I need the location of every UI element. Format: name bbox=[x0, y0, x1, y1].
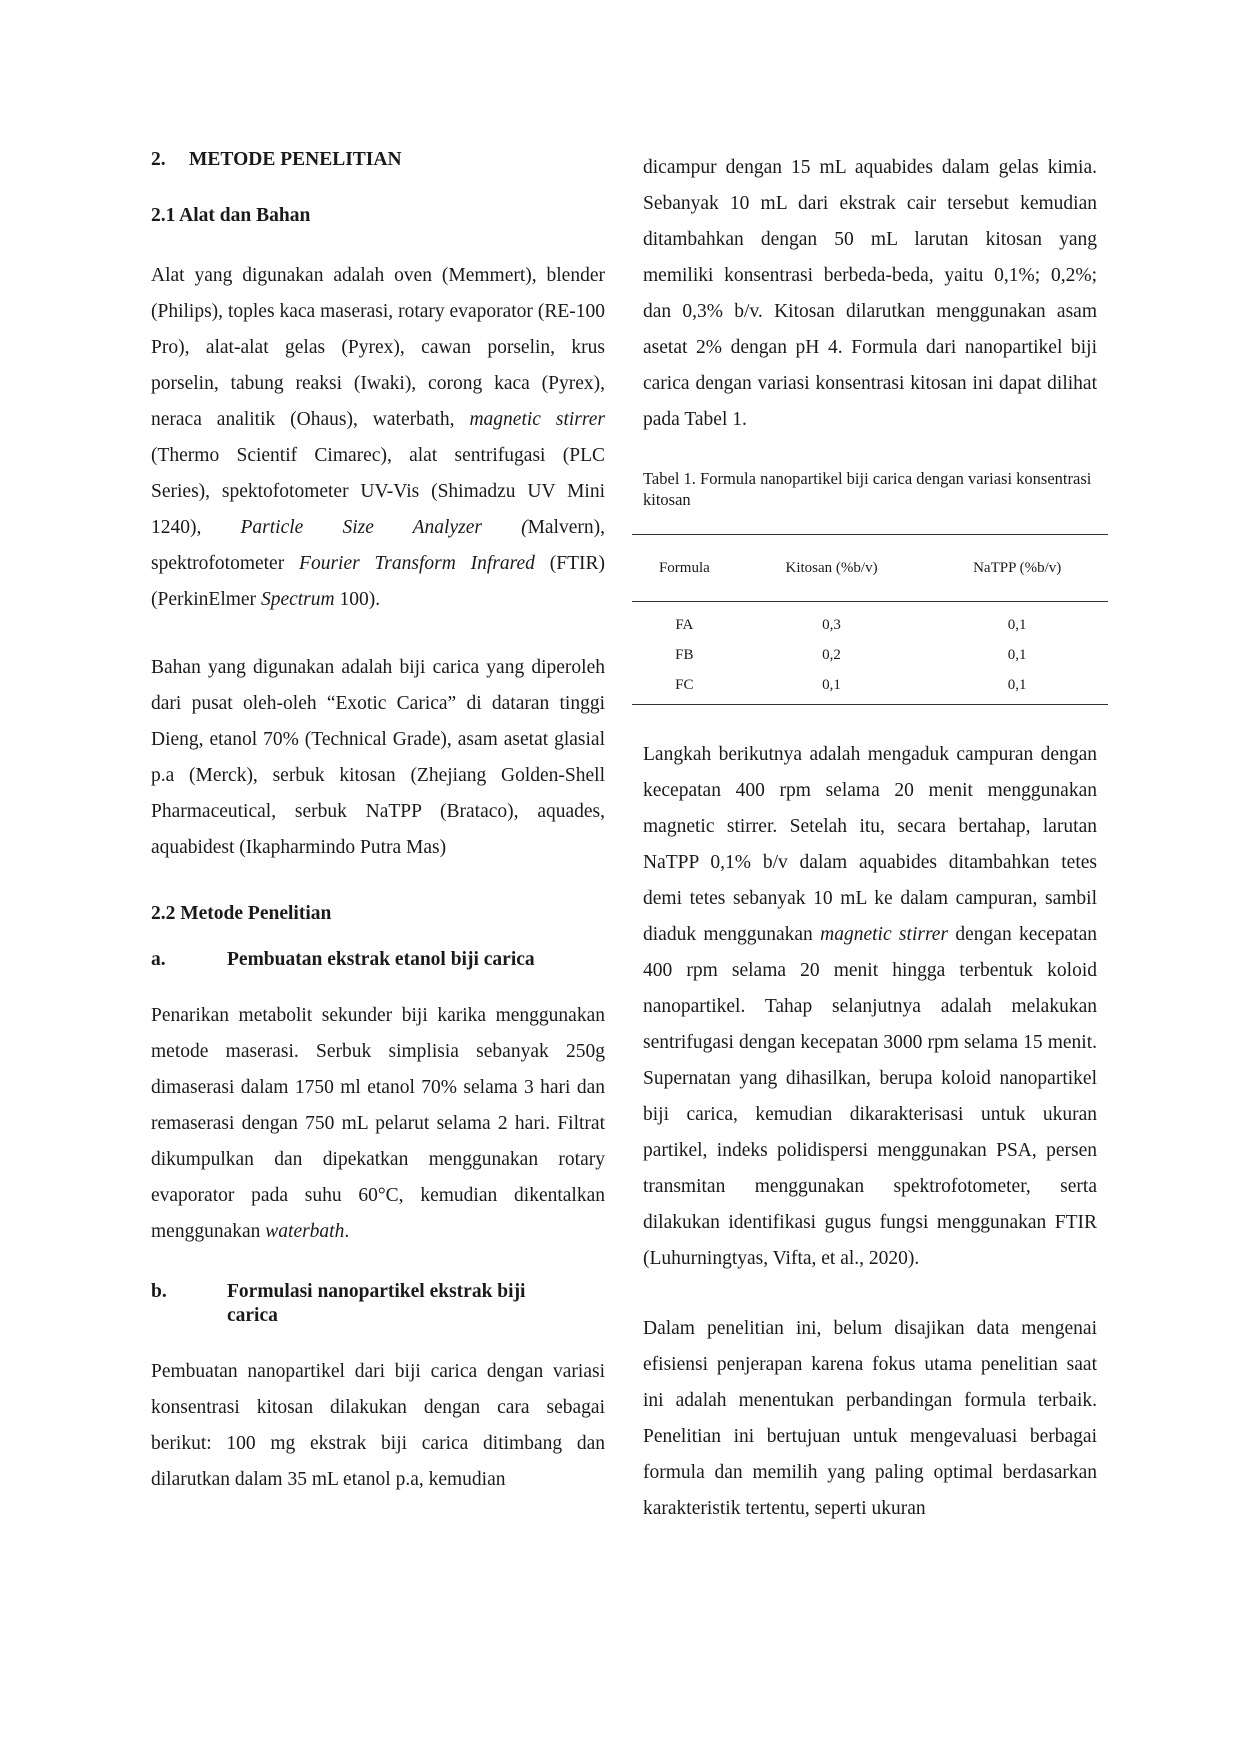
text-run: (Thermo Scientif Cimarec), alat sentrifugasi (PLC Series), spektofotometer UV-Vis (Shimadzu UV Mini 1240), bbox=[151, 445, 605, 538]
table-row bbox=[632, 640, 1108, 670]
text-run: . bbox=[344, 1221, 350, 1242]
paragraph-campuran: dicampur dengan 15 mL aquabides dalam gelas kimia. Sebanyak 10 mL dari ekstrak cair tersebut kemudian ditambahkan dengan 50 mL larutan kitosan yang memiliki konsentrasi berbeda-beda, yaitu 0,1%; 0,2%; dan 0,3% b/v. Kitosan dilarutkan menggunakan asam asetat 2% dengan pH 4. Formula dari nanopartikel biji carica dengan variasi konsentrasi kitosan ini dapat dilihat pada Tabel 1. bbox=[643, 157, 1097, 430]
table-cell: 0,1 bbox=[926, 670, 1108, 705]
paragraph-alat bbox=[151, 258, 605, 618]
text-run: 100). bbox=[334, 589, 381, 610]
italic-text: magnetic stirrer bbox=[469, 409, 605, 430]
table-cell: 0,1 bbox=[1007, 646, 1027, 663]
table-header-cell: Kitosan (%b/v) bbox=[737, 535, 927, 602]
paragraph-bahan: Bahan yang digunakan adalah biji carica yang diperoleh dari pusat oleh-oleh “Exotic Carica” di dataran tinggi Dieng, etanol 70% (Technical Grade), asam asetat glasial p.a (Merck), serbuk kitosan (Zhejiang Golden-Shell Pharmaceutical, serbuk NaTPP (Brataco), aquades, aquabidest (Ikapharmindo Putra Mas) bbox=[151, 657, 605, 858]
table-cell: FB bbox=[675, 646, 694, 663]
subheading-a-mark: a. bbox=[151, 949, 166, 970]
subheading-a bbox=[151, 948, 605, 972]
text-run: dengan kecepatan 400 rpm selama 20 menit hingga terbentuk koloid nanopartikel. Tahap selanjutnya adalah melakukan sentrifugasi dengan kecepatan 3000 rpm selama 15 menit. Supernatan yang dihasilkan, berupa koloid nanopartikel biji carica, kemudian dikarakterisasi untuk ukuran partikel, indeks polidispersi menggunakan PSA, persen transmitan menggunakan spektrofotometer, serta dilakukan identifikasi gugus fungsi menggunakan FTIR (Luhurningtyas, Vifta, et al., 2020). bbox=[643, 924, 1097, 1269]
paragraph-formulasi: Pembuatan nanopartikel dari biji carica dengan variasi konsentrasi kitosan dilakukan dengan cara sebagai berikut: 100 mg ekstrak biji carica ditimbang dan dilarutkan dalam 35 mL etanol p.a, kemudian bbox=[151, 1361, 605, 1490]
text-run: Alat yang digunakan adalah oven (Memmert), blender (Philips), toples kaca maserasi, rotary evaporator (RE-100 Pro), alat-alat gelas (Pyrex), cawan porselin, krus porselin, tabung reaksi (Iwaki), corong kaca (Pyrex), neraca analitik (Ohaus), waterbath, bbox=[151, 265, 605, 430]
table-row bbox=[632, 670, 1108, 705]
subheading-b-mark: b. bbox=[151, 1281, 167, 1302]
text-run: Langkah berikutnya adalah mengaduk campuran dengan kecepatan 400 rpm selama 20 menit menggunakan magnetic stirrer. Setelah itu, secara bertahap, larutan NaTPP 0,1% b/v dalam aquabides ditambahkan tetes demi tetes sebanyak 10 mL ke dalam campuran, sambil diaduk menggunakan bbox=[643, 744, 1097, 945]
subheading-a-title: Pembuatan ekstrak etanol biji carica bbox=[227, 949, 535, 970]
subheading-b-title: Formulasi nanopartikel ekstrak biji carica bbox=[227, 1281, 526, 1326]
right-column bbox=[643, 150, 1097, 1527]
section-title: METODE PENELITIAN bbox=[189, 149, 402, 170]
text-run: Malvern), spektrofotometer bbox=[151, 517, 605, 574]
text-run: (FTIR) (PerkinElmer bbox=[151, 553, 605, 610]
italic-text: Particle Size Analyzer ( bbox=[240, 517, 528, 538]
text-run: Penarikan metabolit sekunder biji karika menggunakan metode maserasi. Serbuk simplisia sebanyak 250g dimaserasi dalam 1750 ml etanol 70% selama 3 hari dan remaserasi dengan 750 mL pelarut selama 2 hari. Filtrat dikumpulkan dan dipekatkan menggunakan rotary evaporator pada suhu 60°C, kemudian dikentalkan menggunakan bbox=[151, 1005, 605, 1242]
left-column bbox=[151, 148, 605, 1498]
italic-text: Spectrum bbox=[260, 589, 335, 610]
table-cell: 0,2 bbox=[822, 646, 841, 663]
table-cell: FA bbox=[675, 616, 694, 633]
italic-text: magnetic stirrer bbox=[820, 924, 949, 945]
italic-text: Fourier Transform Infrared bbox=[299, 553, 535, 574]
table-header-cell: Formula bbox=[632, 535, 737, 602]
formula-table bbox=[632, 534, 1108, 705]
section-heading bbox=[151, 148, 605, 172]
subsection-title-2-2: 2.2 Metode Penelitian bbox=[151, 903, 332, 924]
table-cell: 0,3 bbox=[822, 616, 841, 633]
paragraph-penelitian: Dalam penelitian ini, belum disajikan data mengenai efisiensi penjerapan karena fokus utama penelitian saat ini adalah menentukan perbandingan formula terbaik. Penelitian ini bertujuan untuk mengevaluasi berbagai formula dan memilih yang paling optimal berdasarkan karakteristik tertentu, seperti ukuran bbox=[643, 1318, 1097, 1519]
table-row bbox=[632, 602, 1108, 641]
italic-text: waterbath bbox=[265, 1221, 345, 1242]
table-cell: 0,1 bbox=[1007, 616, 1027, 633]
section-number: 2. bbox=[151, 149, 166, 170]
table-cell: FC bbox=[632, 670, 737, 705]
table-header-row bbox=[632, 535, 1108, 602]
table-caption: Tabel 1. Formula nanopartikel biji carica dengan variasi konsentrasi kitosan bbox=[643, 469, 1092, 509]
paragraph-langkah bbox=[643, 737, 1097, 1277]
paragraph-ekstrak bbox=[151, 998, 605, 1250]
subheading-b bbox=[151, 1280, 605, 1328]
table-cell: 0,1 bbox=[737, 670, 927, 705]
table-header-cell: NaTPP (%b/v) bbox=[926, 535, 1108, 602]
subsection-title-2-1: 2.1 Alat dan Bahan bbox=[151, 205, 311, 226]
